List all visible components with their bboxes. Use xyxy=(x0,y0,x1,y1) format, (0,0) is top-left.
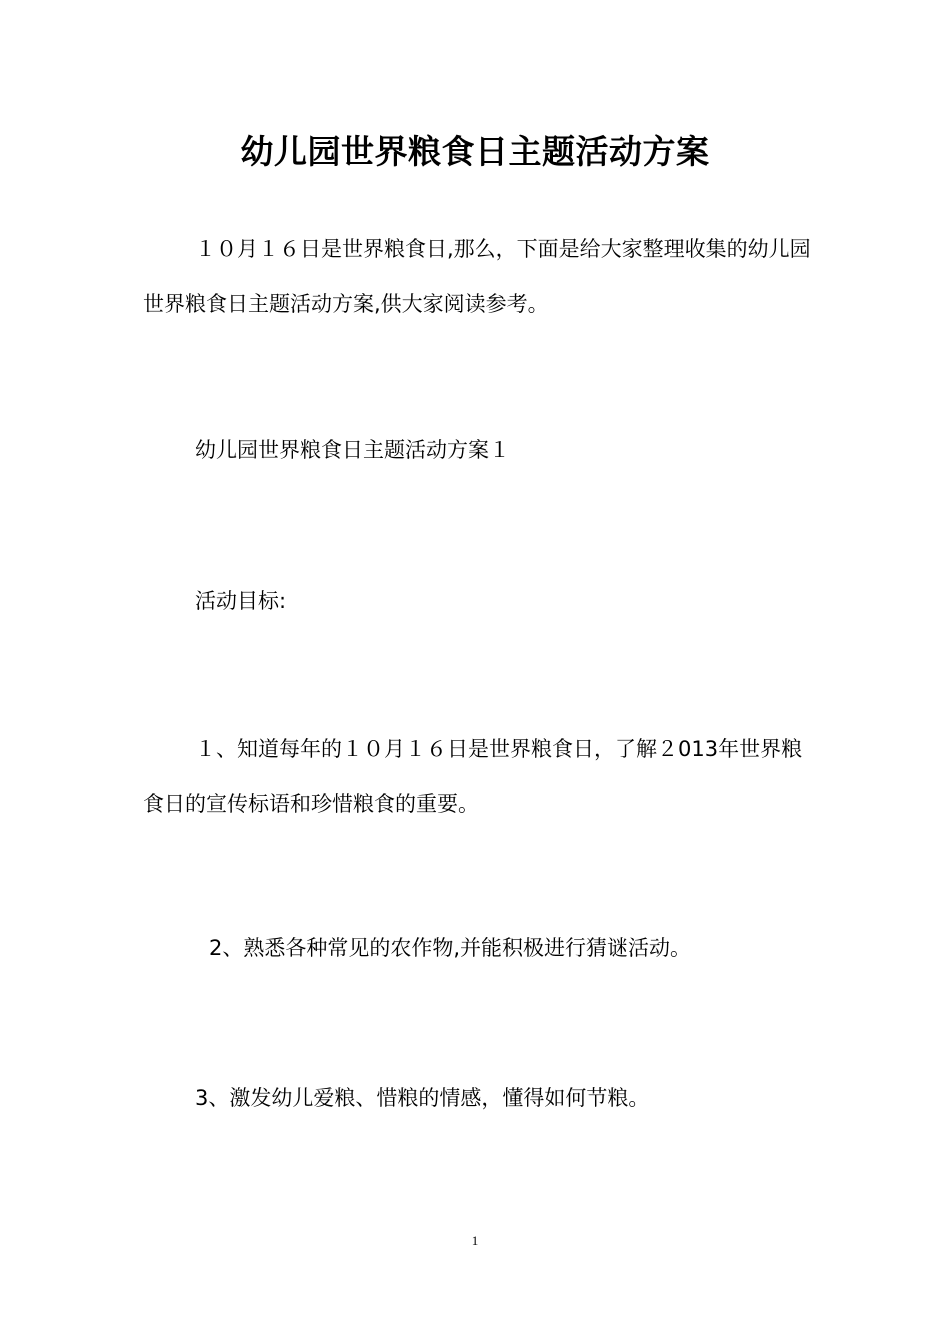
goal-item-3: 3、激发幼儿爱粮、惜粮的情感，懂得如何节粮。 xyxy=(195,1086,650,1110)
goals-label: 活动目标: xyxy=(195,589,287,613)
goal-item-2: 2、熟悉各种常见的农作物,并能积极进行猜谜活动。 xyxy=(209,936,692,960)
document-title: 幼儿园世界粮食日主题活动方案 xyxy=(240,132,710,171)
goal-item-1: １、知道每年的１０月１６日是世界粮食日，了解２013年世界粮食日的宣传标语和珍惜粮食的重要。 xyxy=(143,737,803,816)
section-heading: 幼儿园世界粮食日主题活动方案１ xyxy=(195,438,510,462)
page-number: 1 xyxy=(471,1233,479,1248)
intro-paragraph: １０月１６日是世界粮食日,那么，下面是给大家整理收集的幼儿园世界粮食日主题活动方案,供大家阅读参考。 xyxy=(143,237,811,316)
